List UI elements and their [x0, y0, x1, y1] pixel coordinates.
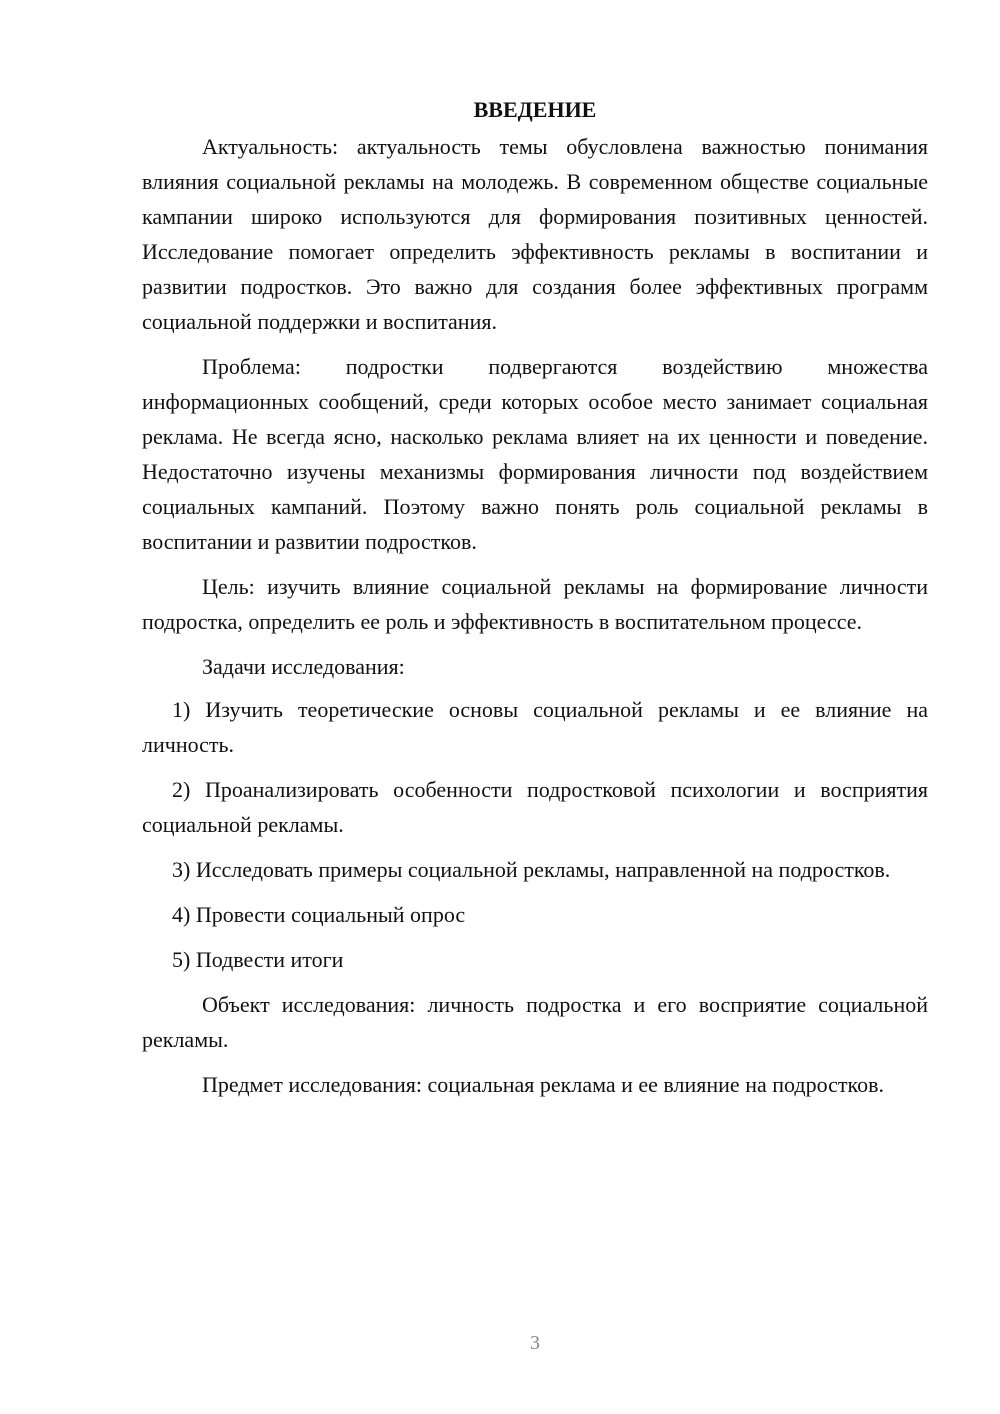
page-title: ВВЕДЕНИЕ — [473, 97, 597, 122]
subject-paragraph: Предмет исследования: социальная реклама и ее влияние на подростков. — [202, 1072, 884, 1097]
task-item: 5) Подвести итоги — [172, 947, 344, 972]
page-number: 3 — [530, 1332, 540, 1354]
relevance-paragraph: Актуальность: актуальность темы обусловлена важностью понимания влияния социальной рекламы на молодежь. В современном обществе социальные кампании широко используются для формирования позитивных ценностей. Исследование помогает определить эффективность рекламы в воспитании и развитии подростков. Это важно для создания более эффективных программ социальной поддержки и воспитания. — [142, 134, 928, 334]
task-item: 1) Изучить теоретические основы социальной рекламы и ее влияние на личность. — [142, 697, 928, 757]
task-item: 2) Проанализировать особенности подростковой психологии и восприятия социальной рекламы. — [142, 777, 928, 837]
problem-paragraph: Проблема: подростки подвергаются воздействию множества информационных сообщений, среди которых особое место занимает социальная реклама. Не всегда ясно, насколько реклама влияет на их ценности и поведение. Недостаточно изучены механизмы формирования личности под воздействием социальных кампаний. Поэтому важно понять роль социальной рекламы в воспитании и развитии подростков. — [142, 354, 928, 554]
document-page — [142, 92, 928, 1112]
goal-paragraph: Цель: изучить влияние социальной рекламы на формирование личности подростка, определить ее роль и эффективность в воспитательном процессе. — [142, 574, 928, 634]
task-item: 3) Исследовать примеры социальной рекламы, направленной на подростков. — [172, 857, 891, 882]
task-item: 4) Провести социальный опрос — [172, 902, 466, 927]
object-paragraph: Объект исследования: личность подростка и его восприятие социальной рекламы. — [142, 992, 928, 1052]
tasks-heading: Задачи исследования: — [202, 654, 405, 679]
